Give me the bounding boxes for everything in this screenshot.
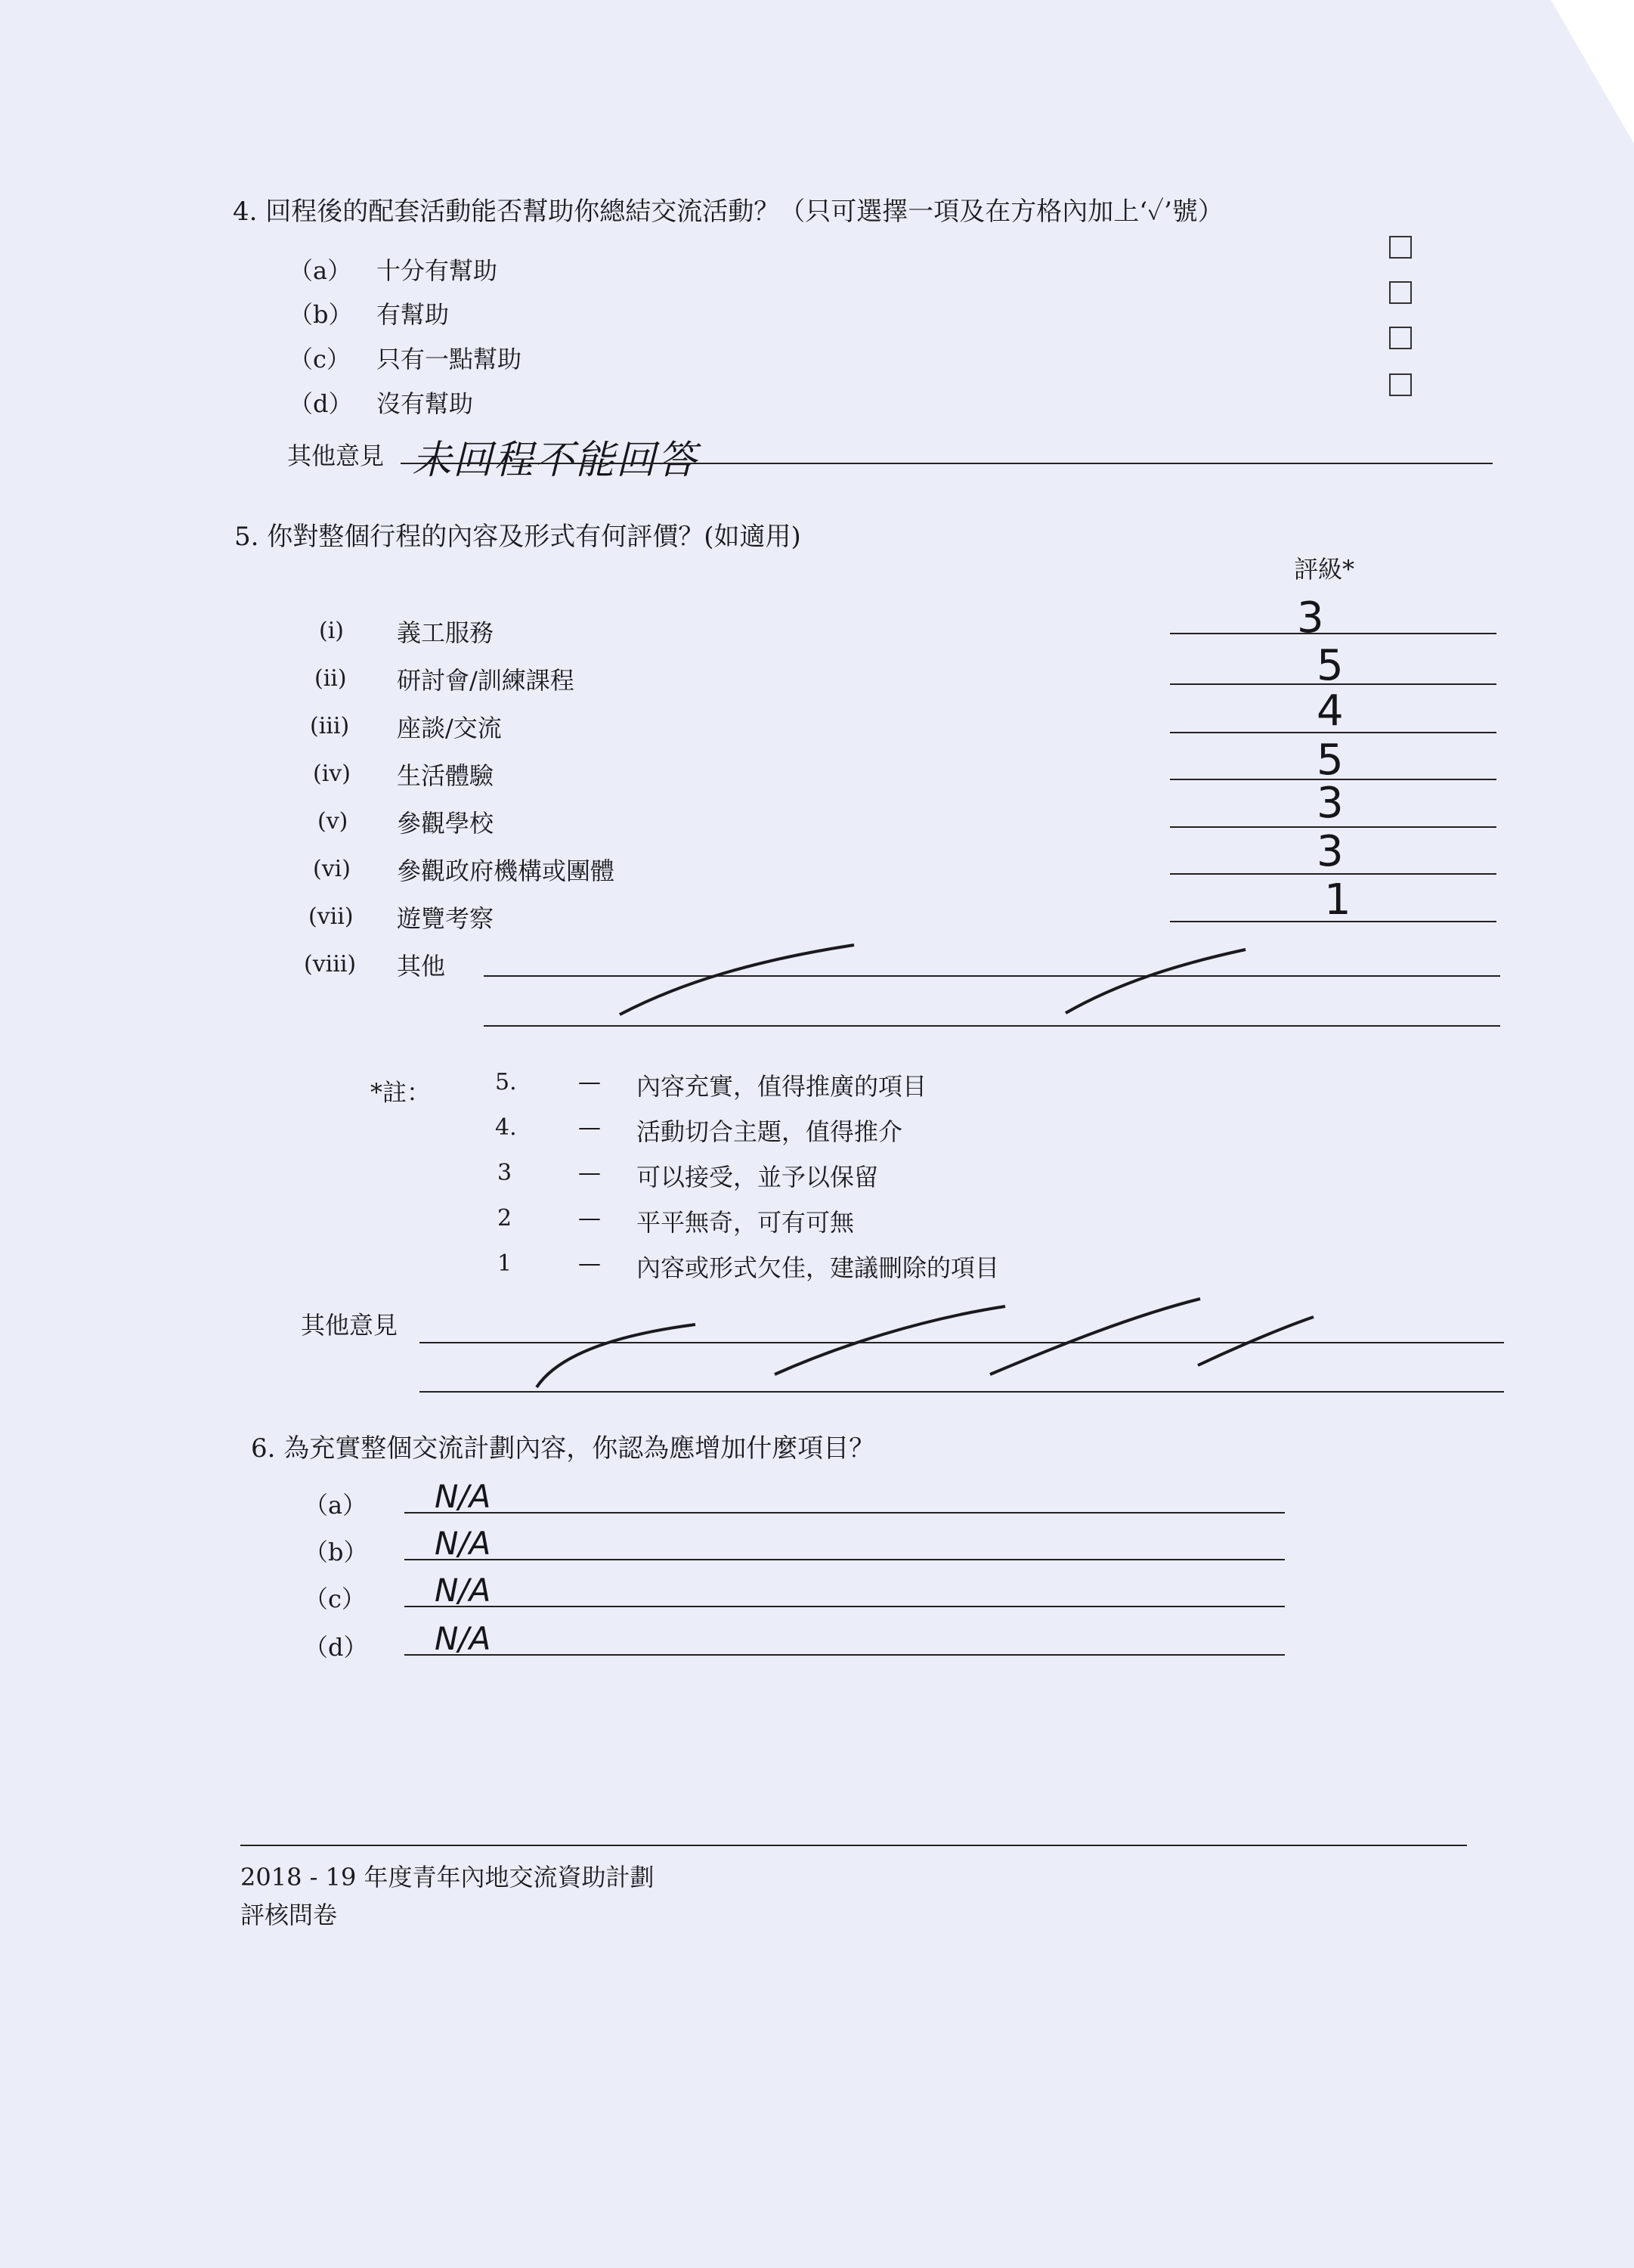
q6-a-answer[interactable]: N/A: [435, 1478, 491, 1515]
q5-item-1-rating[interactable]: 3: [1297, 593, 1324, 643]
strike-stroke-6: [1198, 1317, 1314, 1365]
q6-b-answer[interactable]: N/A: [435, 1525, 491, 1562]
q5-item-3-numeral: (iii): [310, 713, 350, 739]
q5-item-1-numeral: (i): [319, 618, 345, 644]
strike-stroke-4: [775, 1306, 1005, 1374]
strike-stroke-3: [537, 1325, 695, 1387]
note-2-desc: 平平無奇，可有可無: [636, 1208, 855, 1237]
note-5-desc: 內容充實，值得推廣的項目: [636, 1072, 927, 1101]
q5-other-comments-label: 其他意見: [301, 1311, 398, 1340]
q5-item-7-rating[interactable]: 1: [1324, 875, 1351, 925]
note-5-dash: —: [578, 1069, 601, 1095]
q5-item-2-numeral: (ii): [314, 665, 347, 692]
q4-other-comments-answer[interactable]: 未回程不能回答: [412, 438, 698, 483]
q4-option-d-label: 沒有幫助: [376, 389, 474, 418]
q5-item-4-rating[interactable]: 5: [1317, 736, 1344, 785]
q5-item-1-label: 義工服務: [397, 618, 494, 647]
question-5-text: 5. 你對整個行程的內容及形式有何評價？(如適用): [234, 522, 801, 552]
q5-item-2-label: 研討會/訓練課程: [397, 666, 574, 695]
q6-d-letter: （d）: [304, 1633, 368, 1662]
q5-item-6-numeral: (vi): [313, 856, 351, 882]
q4-option-a-letter: （a）: [289, 256, 352, 285]
note-1-dash: —: [578, 1250, 601, 1277]
q6-c-answer[interactable]: N/A: [435, 1572, 491, 1609]
q4-option-b-letter: （b）: [289, 300, 353, 329]
q6-c-letter: （c）: [304, 1585, 366, 1613]
q4-other-comments-label: 其他意見: [287, 442, 385, 470]
q5-item-7-numeral: (vii): [308, 903, 354, 930]
strike-stroke-2: [1066, 950, 1246, 1013]
note-4-score: 4.: [495, 1114, 517, 1141]
note-2-dash: —: [578, 1205, 601, 1232]
q5-item-7-label: 遊覽考察: [397, 904, 494, 933]
q6-d-answer[interactable]: N/A: [435, 1620, 491, 1657]
q5-item-3-rating[interactable]: 4: [1317, 686, 1344, 736]
question-6-text: 6. 為充實整個交流計劃內容，你認為應增加什麼項目？: [251, 1433, 875, 1464]
q5-item-6-rating[interactable]: 3: [1317, 827, 1344, 876]
q5-item-3-label: 座談/交流: [397, 714, 502, 742]
q5-item-4-numeral: (iv): [313, 761, 351, 787]
q4-option-c-label: 只有一點幫助: [376, 345, 522, 373]
rating-header: 評級*: [1294, 555, 1355, 584]
question-4-text: 4. 回程後的配套活動能否幫助你總結交流活動？（只可選擇一項及在方格內加上‘✓’號）: [233, 197, 1224, 227]
note-3-dash: —: [578, 1160, 601, 1186]
q5-item-5-label: 參觀學校: [397, 809, 494, 838]
q4-option-d-letter: （d）: [289, 389, 353, 418]
q5-item-4-label: 生活體驗: [397, 761, 494, 790]
note-1-desc: 內容或形式欠佳，建議刪除的項目: [636, 1253, 1000, 1282]
q6-b-letter: （b）: [304, 1538, 368, 1566]
note-4-desc: 活動切合主題，值得推介: [636, 1117, 903, 1146]
q5-item-8-label: 其他: [397, 952, 446, 981]
q4-option-a-label: 十分有幫助: [376, 256, 498, 285]
notes-label: *註：: [370, 1078, 432, 1107]
footer-subtitle: 評核問卷: [240, 1901, 338, 1929]
note-5-score: 5.: [495, 1069, 517, 1095]
strike-stroke-1: [620, 945, 854, 1015]
note-4-dash: —: [578, 1114, 601, 1141]
q5-item-6-label: 參觀政府機構或團體: [397, 857, 615, 885]
q5-item-5-numeral: (v): [317, 808, 348, 835]
note-3-desc: 可以接受，並予以保留: [636, 1163, 879, 1191]
q6-a-letter: （a）: [304, 1491, 367, 1520]
q4-option-b-label: 有幫助: [376, 300, 450, 329]
q5-item-5-rating[interactable]: 3: [1317, 779, 1344, 828]
note-3-score: 3: [497, 1160, 512, 1186]
note-2-score: 2: [497, 1205, 512, 1232]
footer-title: 2018 - 19 年度青年內地交流資助計劃: [240, 1863, 655, 1892]
q5-item-2-rating[interactable]: 5: [1317, 641, 1344, 690]
q4-option-c-letter: （c）: [289, 345, 351, 373]
q5-item-8-numeral: (viii): [304, 951, 357, 978]
strike-stroke-5: [990, 1299, 1200, 1374]
note-1-score: 1: [497, 1250, 512, 1277]
